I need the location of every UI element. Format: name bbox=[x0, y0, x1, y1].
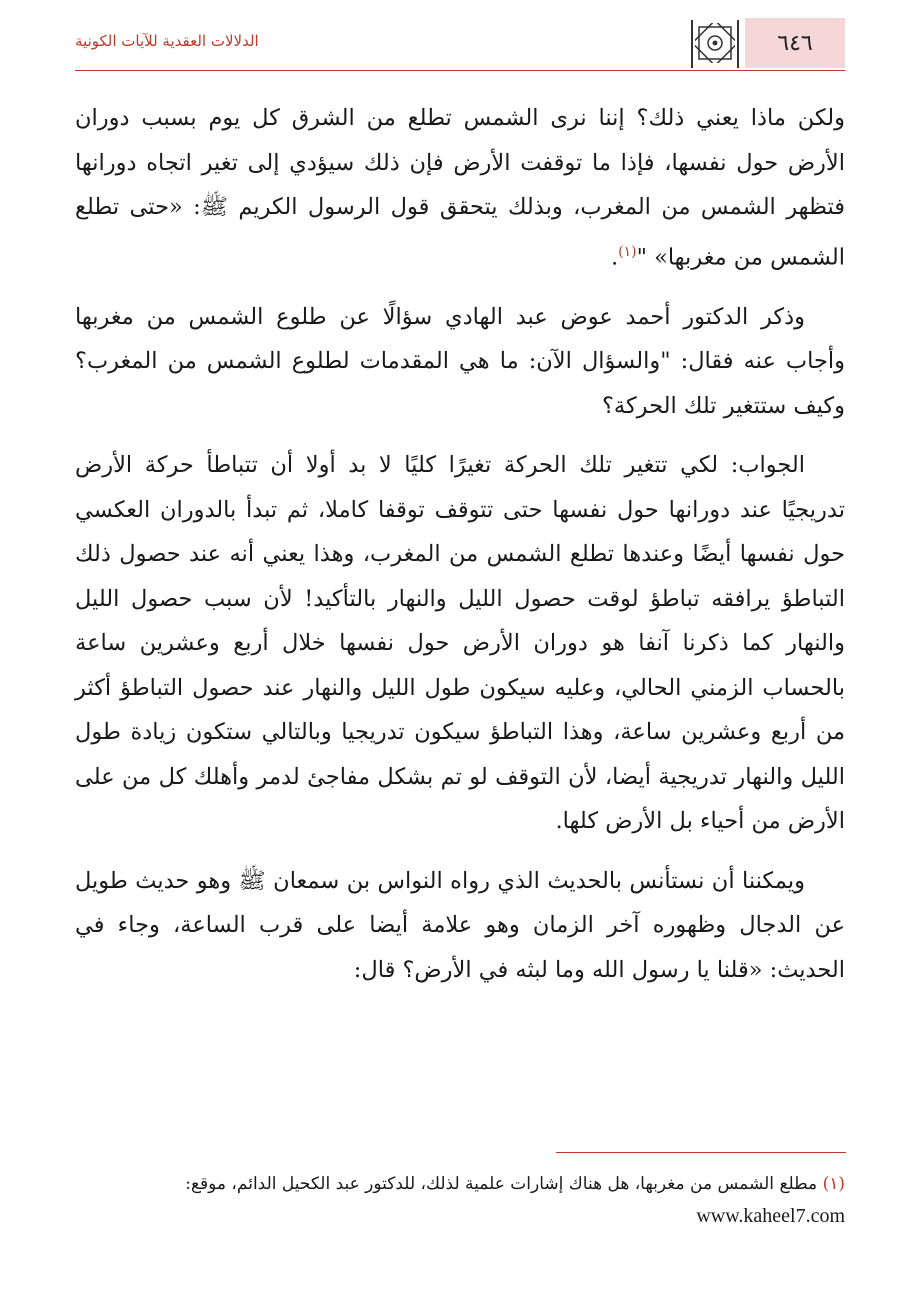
footnote-rule bbox=[556, 1152, 846, 1153]
header-rule bbox=[75, 70, 845, 71]
main-text bbox=[75, 96, 845, 1007]
footnote-text: مطلع الشمس من مغربها، هل هناك إشارات علمية لذلك، للدكتور عبد الكحيل الدائم، موقع: bbox=[185, 1174, 818, 1194]
page-number: ٦٤٦ bbox=[777, 30, 813, 56]
footnote-number: (١) bbox=[822, 1174, 845, 1194]
footnote-reference[interactable]: (١) bbox=[618, 243, 637, 260]
footnote bbox=[75, 1168, 845, 1233]
page-number-box bbox=[745, 18, 845, 68]
geometric-ornament-icon bbox=[691, 20, 739, 68]
footnote-url[interactable]: www.kaheel7.com bbox=[696, 1205, 845, 1227]
page-header bbox=[75, 18, 845, 72]
paragraph-text: ولكن ماذا يعني ذلك؟ إننا نرى الشمس تطلع من الشرق كل يوم بسبب دوران الأرض حول نفسها، فإذا ما توقفت الأرض فإن ذلك سيؤدي إلى تغير اتجاه دورانها فتظهر الشمس من المغرب، وبذلك يتحقق قول الرسول الكريم ﷺ: «حتى تطلع الشمس من مغربها» " bbox=[75, 105, 845, 270]
paragraph: وذكر الدكتور أحمد عوض عبد الهادي سؤالًا عن طلوع الشمس من مغربها وأجاب عنه فقال: "والسؤال الآن: ما هي المقدمات لطلوع الشمس من المغرب؟ وكيف ستتغير تلك الحركة؟ bbox=[75, 303, 845, 419]
paragraph: الجواب: لكي تتغير تلك الحركة تغيرًا كليًا لا بد أولا أن تتباطأ حركة الأرض تدريجيًا عند دورانها حول نفسها حتى تتوقف توقفا كاملا، ثم تبدأ بالدوران العكسي حول نفسها أيضًا وعندها تطلع الشمس من المغرب، وهذا يعني أنه عند حصول ذلك التباطؤ يرافقه تباطؤ لوقت حصول الليل والنهار بالتأكيد! لأن سبب حصول الليل والنهار كما ذكرنا آنفا هو دوران الأرض حول نفسها خلال أربع وعشرين ساعة بالحساب الزمني الحالي، وعليه سيكون طول الليل والنهار عند حصول التباطؤ أكثر من أربع وعشرين ساعة، وهذا التباطؤ سيكون تدريجيا وبالتالي ستكون زيادة طول الليل والنهار تدريجية أيضا، لأن التوقف لو تم بشكل مفاجئ لدمر وأهلك كل من على الأرض من أحياء بل الأرض كلها. bbox=[75, 452, 845, 834]
running-title: الدلالات العقدية للآيات الكونية bbox=[75, 32, 259, 50]
paragraph: ويمكننا أن نستأنس بالحديث الذي رواه النواس بن سمعان ﷺ وهو حديث طويل عن الدجال وظهوره آخر الزمان وهو علامة أيضا على قرب الساعة، وجاء في الحديث: «قلنا يا رسول الله وما لبثه في الأرض؟ قال: bbox=[75, 867, 845, 983]
paragraph bbox=[75, 96, 845, 280]
paragraph-text-end: . bbox=[610, 244, 619, 270]
